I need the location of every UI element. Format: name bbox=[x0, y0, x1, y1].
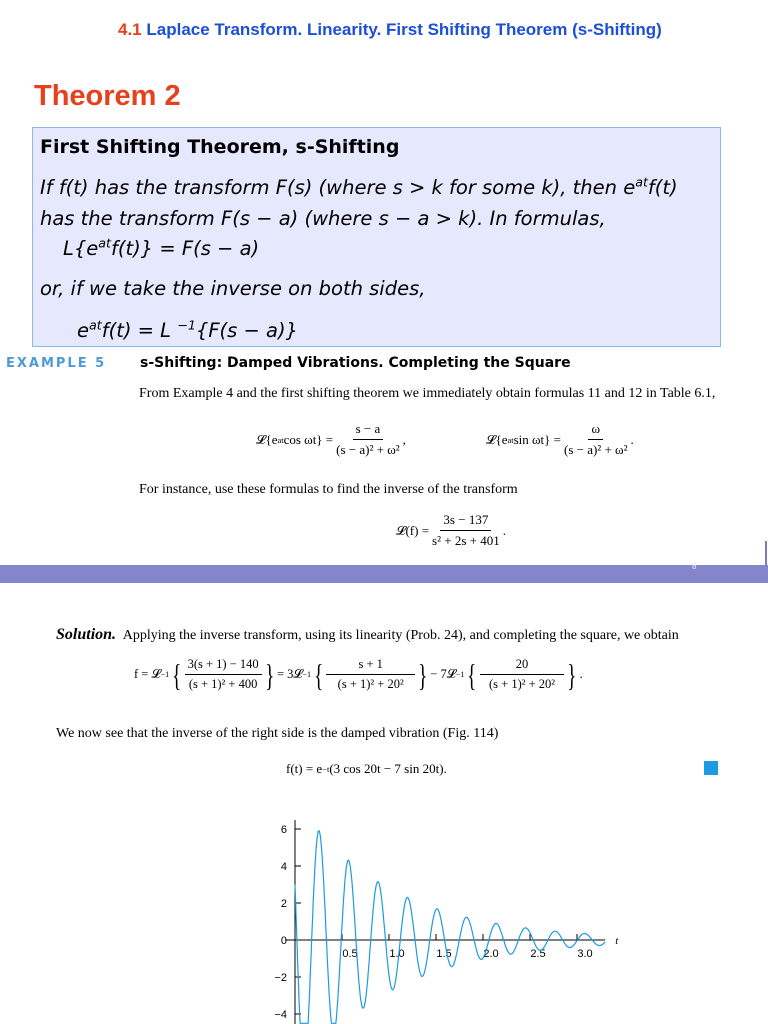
theorem-line-3: or, if we take the inverse on both sides, bbox=[40, 277, 426, 300]
formula-transform: 𝓛(f) = $\frac{3s - 137}{\text{s² + 2s + 401}}$ . bbox=[396, 512, 506, 548]
y-tick-label: −2 bbox=[274, 972, 287, 984]
theorem-line-2: has the transform F(s − a) (where s − a > k). In formulas, bbox=[40, 207, 606, 230]
solution-paragraph bbox=[56, 626, 679, 644]
damped-vibration-chart bbox=[240, 810, 619, 1024]
band-tick bbox=[765, 541, 767, 565]
formula-laplace-sin: 𝓛{e at sin ωt} = $\frac{\omega}{\text{(s − a)² + ω²}}$ . bbox=[486, 421, 634, 457]
formula-laplace-cos: 𝓛{e at cos ωt} = $\frac{s - a}{\text{(s − a)² + ω²}}$ , bbox=[256, 421, 406, 457]
x-tick-label: 2.0 bbox=[483, 948, 499, 960]
section-header bbox=[118, 20, 662, 40]
theorem-formula-2: $e^{at}f(t) = L$ $^{-1}${F(s − a)} bbox=[77, 317, 299, 342]
x-tick-label: 3.0 bbox=[577, 948, 593, 960]
instance-text: For instance, use these formulas to find the inverse of the transform bbox=[139, 482, 518, 497]
y-tick-label: −4 bbox=[274, 1009, 287, 1021]
theorem-heading: First Shifting Theorem, s-Shifting bbox=[40, 136, 400, 158]
formula-solution: f = 𝓛 −1 { $\frac{3(s + 1) - 140}{\text{(s + 1)² + 400}}$ } = 3𝓛 −1 { $\frac{s + 1}{\text{(s + 1)² + 20²}}$ } − 7𝓛 −1 { $\frac{20}{\text{(s + 1)² + 20²}}$ } . bbox=[134, 656, 583, 693]
damped-vibration-series bbox=[295, 831, 605, 1024]
solution-text: Applying the inverse transform, using its linearity (Prob. 24), and completing the square, we obtain bbox=[122, 628, 679, 643]
x-tick-label: 0.5 bbox=[342, 948, 358, 960]
theorem-box bbox=[32, 127, 721, 347]
example-intro: From Example 4 and the first shifting theorem we immediately obtain formulas 11 and 12 in Table 6.1, bbox=[139, 386, 716, 401]
slide-number: 8 bbox=[692, 562, 697, 571]
y-tick-label: 0 bbox=[280, 935, 287, 947]
damped-vibration-text: We now see that the inverse of the right side is the damped vibration (Fig. 114) bbox=[56, 726, 499, 741]
example-label: EXAMPLE 5 bbox=[6, 356, 107, 371]
example-title: s-Shifting: Damped Vibrations. Completing the Square bbox=[140, 355, 571, 371]
section-title: Laplace Transform. Linearity. First Shifting Theorem (s-Shifting) bbox=[146, 20, 662, 39]
x-tick-label: 1.0 bbox=[389, 948, 405, 960]
x-axis-label: t bbox=[615, 935, 619, 947]
y-tick-label: 2 bbox=[280, 898, 287, 910]
theorem-formula-1: $L\{e^{at}f(t)\} = F(s - a)$ bbox=[63, 235, 260, 260]
end-of-proof-square bbox=[704, 761, 718, 775]
theorem-line-1: If f(t) has the transform F(s) (where s > k for some k), then $e^{at}f(t)$ bbox=[40, 174, 678, 199]
chart-axes bbox=[285, 820, 605, 1024]
slide-divider-band bbox=[0, 565, 768, 583]
x-tick-label: 2.5 bbox=[530, 948, 546, 960]
y-tick-label: 6 bbox=[280, 824, 287, 836]
y-tick-label: 4 bbox=[280, 861, 287, 873]
formula-f-of-t: f(t) = e −t (3 cos 20t − 7 sin 20t). bbox=[286, 761, 447, 776]
section-number: 4.1 bbox=[118, 20, 142, 39]
x-tick-label: 1.5 bbox=[436, 948, 452, 960]
theorem-title: Theorem 2 bbox=[34, 80, 181, 112]
solution-label: Solution. bbox=[56, 626, 117, 643]
